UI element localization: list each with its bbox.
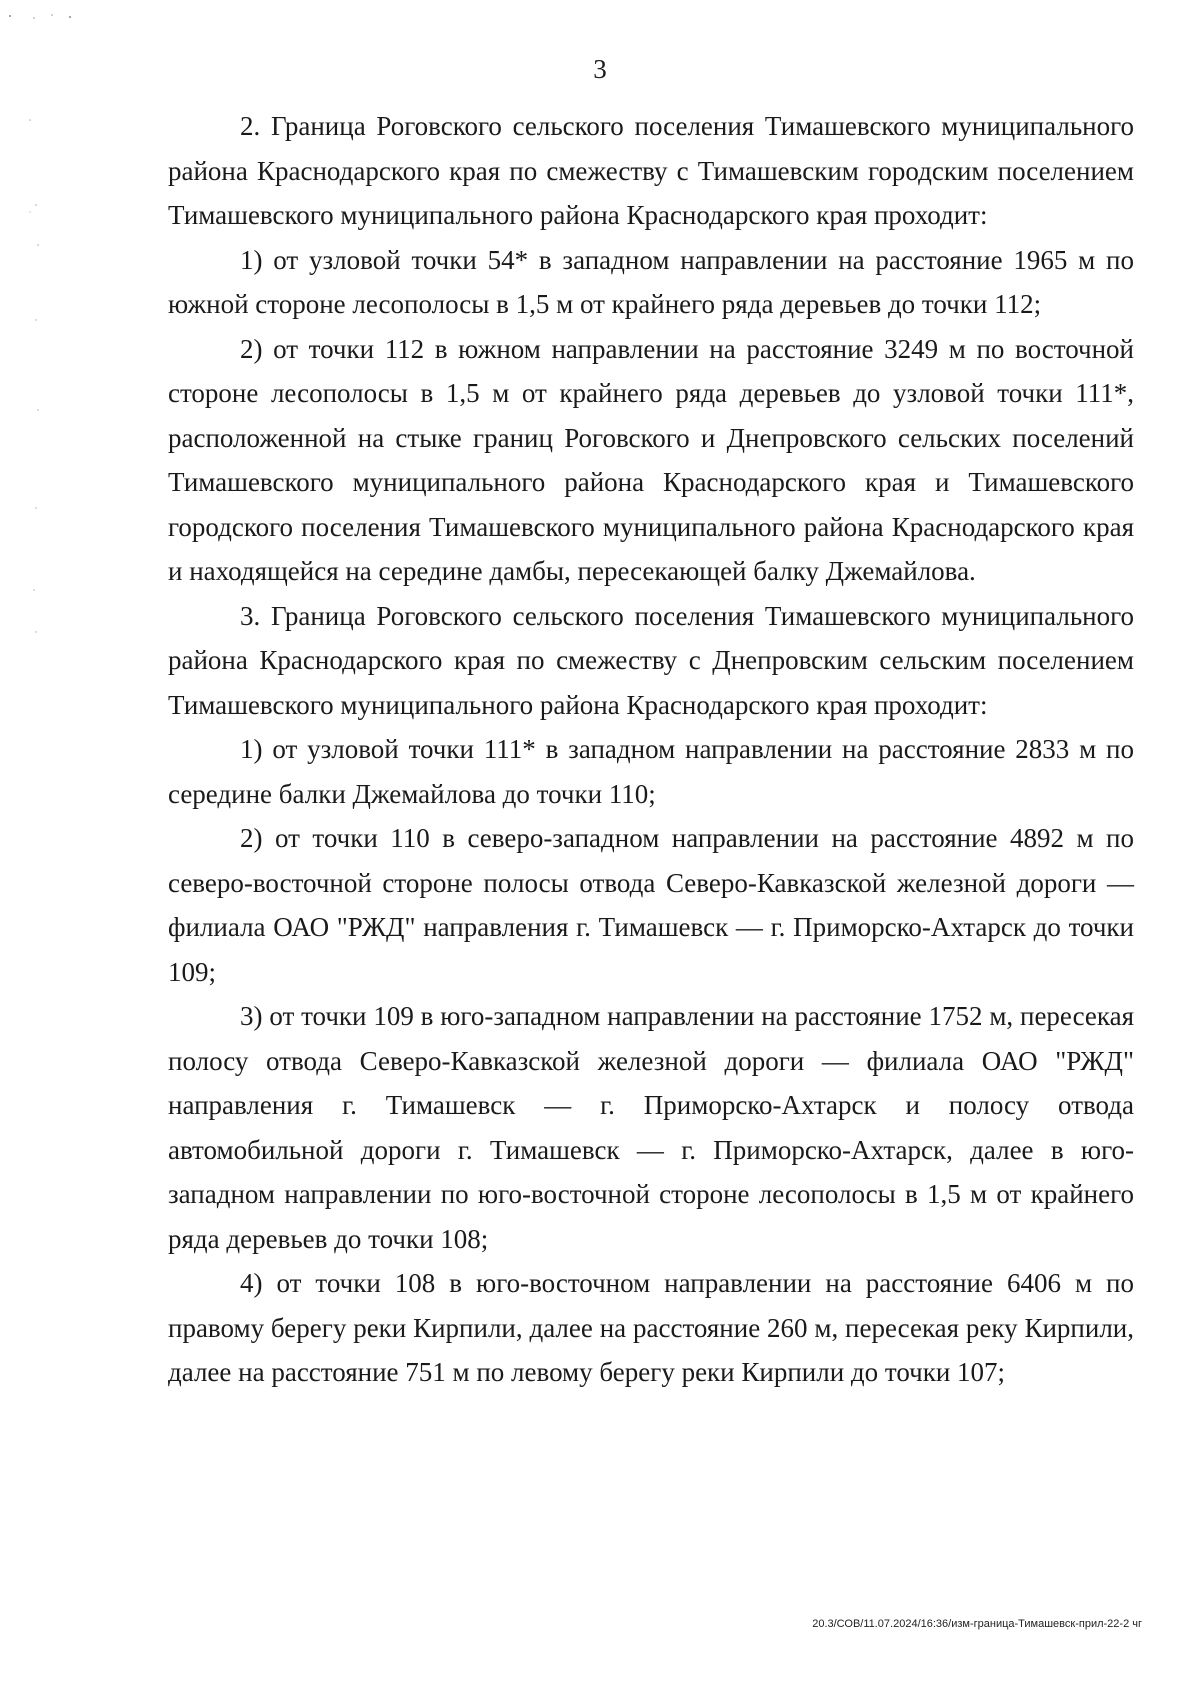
paragraph-section-3-item-1: 1) от узловой точки 111* в западном направлении на расстояние 2833 м по середине балки Джемайлова до точки 110;	[168, 734, 1134, 809]
scan-artifacts	[0, 0, 120, 1697]
page-number: 3	[593, 54, 607, 84]
paragraph-section-2: 2. Граница Роговского сельского поселения Тимашевского муниципального района Краснодарского края по смежеству с Тимашевским городским поселением Тимашевского муниципального района Краснодарского края проходит:	[168, 111, 1134, 230]
paragraph-section-2-item-2: 2) от точки 112 в южном направлении на расстояние 3249 м по восточной стороне лесополосы в 1,5 м от крайнего ряда деревьев до узловой точки 111*, расположенной на стыке границ Роговского и Днепровского сельских поселений Тимашевского муниципального района Краснодарского края и Тимашевского городского поселения Тимашевского муниципального района Краснодарского края и находящейся на середине дамбы, пересекающей балку Джемайлова.	[168, 333, 1134, 586]
paragraph-section-3-item-2: 2) от точки 110 в северо-западном направлении на расстояние 4892 м по северо-восточной стороне полосы отвода Северо-Кавказской железной дороги — филиала ОАО "РЖД" направления г. Тимашевск — г. Приморско-Ахтарск до точки 109;	[168, 823, 1134, 987]
paragraph-section-3-item-4: 4) от точки 108 в юго-восточном направлении на расстояние 6406 м по правому берегу реки Кирпили, далее на расстояние 260 м, пересекая реку Кирпили, далее на расстояние 751 м по левому берегу реки Кирпили до точки 107;	[168, 1268, 1134, 1387]
paragraph-section-3: 3. Граница Роговского сельского поселения Тимашевского муниципального района Краснодарского края по смежеству с Днепровским сельским поселением Тимашевского муниципального района Краснодарского края проходит:	[168, 600, 1134, 720]
paragraph-section-2-item-1: 1) от узловой точки 54* в западном направлении на расстояние 1965 м по южной стороне лесополосы в 1,5 м от крайнего ряда деревьев до точки 112;	[168, 244, 1134, 319]
paragraph-section-3-item-3: 3) от точки 109 в юго-западном направлении на расстояние 1752 м, пересекая полосу отвода Северо-Кавказской железной дороги — филиала ОАО "РЖД" направления г. Тимашевск — г. Приморско-Ахтарск и полосу отвода автомобильной дороги г. Тимашевск — г. Приморско-Ахтарск, далее в юго-западном направлении по юго-восточной стороне лесополосы в 1,5 м от крайнего ряда деревьев до точки 108;	[168, 1001, 1134, 1254]
document-stamp: 20.3/СОВ/11.07.2024/16:36/изм-граница-Тимашевск-прил-22-2 чг	[812, 1618, 1142, 1630]
document-body	[168, 104, 1134, 1395]
